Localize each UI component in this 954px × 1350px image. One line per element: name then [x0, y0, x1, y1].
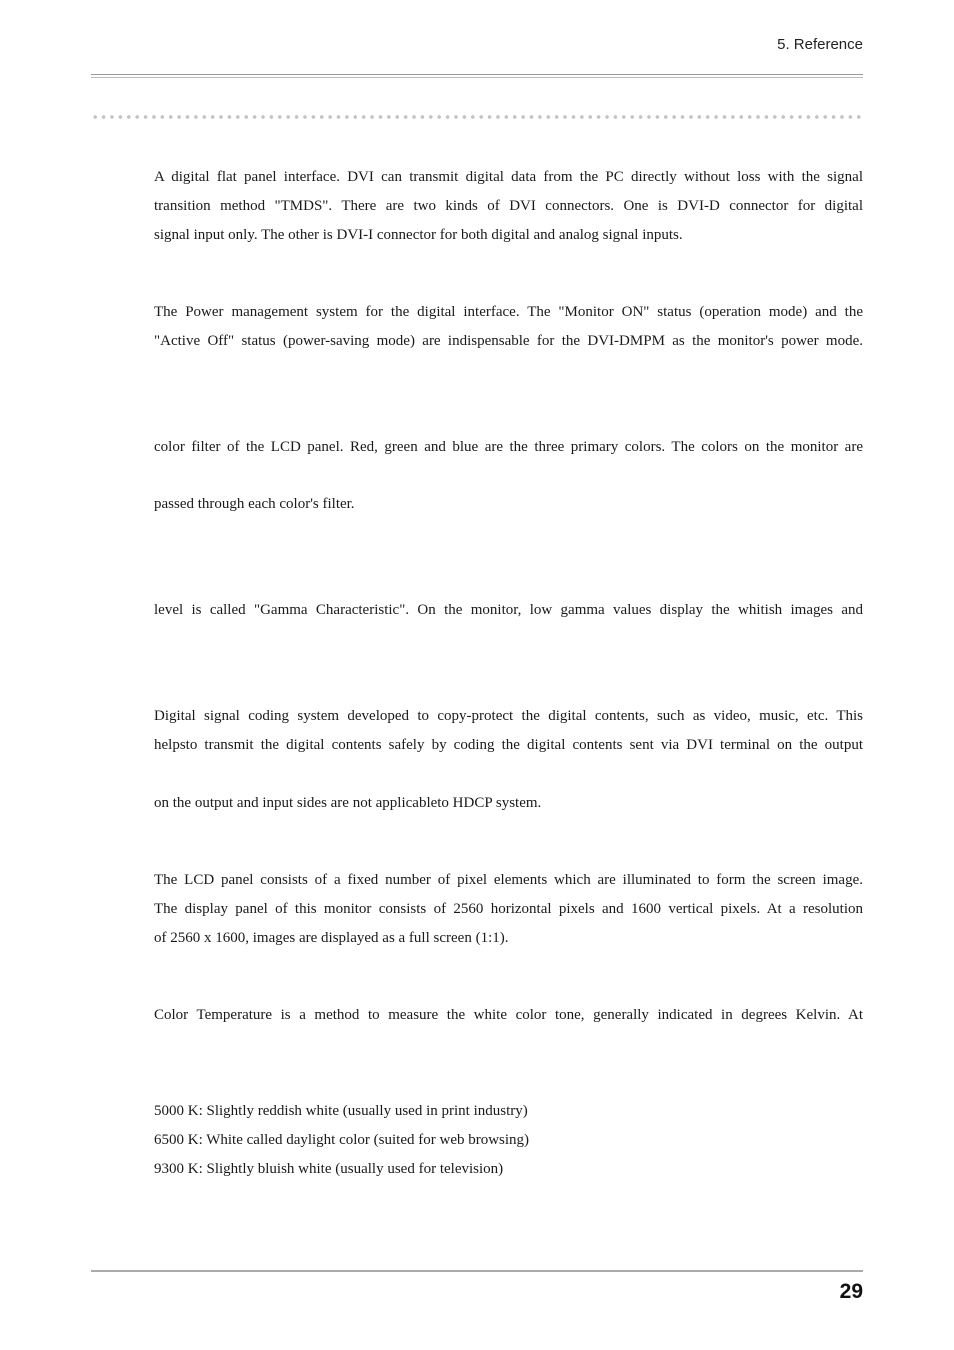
text-line: The display panel of this monitor consists of 2560 horizontal pixels and 1600 vertical pixels. At a resolution	[154, 901, 863, 917]
text-line: color filter of the LCD panel. Red, green and blue are the three primary colors. The colors on the monitor are	[154, 439, 863, 455]
list-item: 5000 K: Slightly reddish white (usually used in print industry)	[154, 1103, 528, 1119]
text-line: of 2560 x 1600, images are displayed as a full screen (1:1).	[154, 930, 509, 946]
text-line: level is called "Gamma Characteristic". On the monitor, low gamma values display the whitish images and	[154, 602, 863, 618]
bottom-rule	[91, 1270, 863, 1272]
list-item: 6500 K: White called daylight color (suited for web browsing)	[154, 1132, 530, 1148]
text-line: helpsto transmit the digital contents safely by coding the digital contents sent via DVI terminal on the output	[154, 737, 863, 753]
list-item: 9300 K: Slightly bluish white (usually used for television)	[154, 1161, 504, 1177]
text-line: "Active Off" status (power-saving mode) are indispensable for the DVI-DMPM as the monitor's power mode.	[154, 333, 863, 349]
text-line: passed through each color's filter.	[154, 496, 355, 512]
text-line: A digital flat panel interface. DVI can transmit digital data from the PC directly without loss with the signal	[154, 169, 863, 185]
text-line: The LCD panel consists of a fixed number of pixel elements which are illuminated to form the screen image.	[154, 872, 863, 888]
top-rule	[91, 74, 863, 78]
text-line: transition method "TMDS". There are two kinds of DVI connectors. One is DVI-D connector for digital	[154, 198, 863, 214]
section-label: 5. Reference	[777, 36, 863, 53]
text-line: The Power management system for the digital interface. The "Monitor ON" status (operation mode) and the	[154, 304, 863, 320]
dotted-divider	[91, 114, 863, 120]
page-number: 29	[839, 1280, 863, 1303]
text-line: on the output and input sides are not applicableto HDCP system.	[154, 795, 542, 811]
text-line: Color Temperature is a method to measure the white color tone, generally indicated in degrees Kelvin. At	[154, 1007, 863, 1023]
text-line: Digital signal coding system developed to copy-protect the digital contents, such as video, music, etc. This	[154, 708, 863, 724]
text-line: signal input only. The other is DVI-I connector for both digital and analog signal inputs.	[154, 227, 683, 243]
